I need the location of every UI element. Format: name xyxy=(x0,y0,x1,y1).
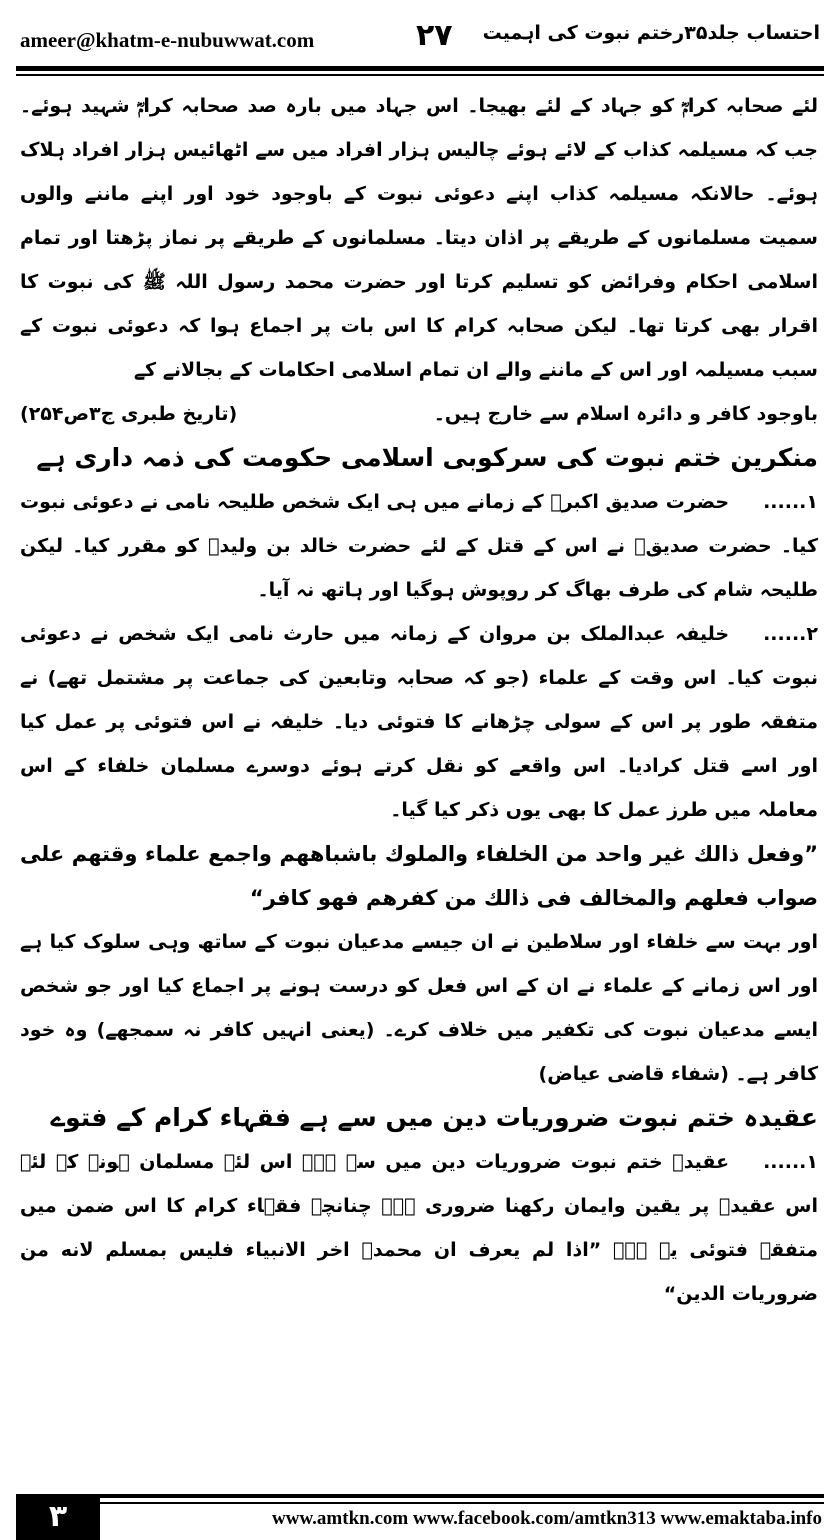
header-rule-thick xyxy=(16,66,824,71)
paragraph-musailama: لئے صحابہ کرامؓ کو جہاد کے لئے بھیجا۔ اس جہاد میں بارہ صد صحابہ کرامؓ شہید ہوئے۔ جب کہ مسیلمہ کذاب کے لائے ہوئے چالیس ہزار افراد میں سے اٹھائیس ہزار افراد ہلاک ہوئے۔ حالانکہ مسیلمہ کذاب اپنے دعوئی نبوت کے باوجود خود اور اپنے ماننے والوں سمیت مسلمانوں کے طریقے پر اذان دیتا۔ مسلمانوں کے طریقے پر نماز پڑھتا اور تمام اسلامی احکام وفرائض کو تسلیم کرتا اور حضرت محمد رسول اللہ ﷺ کی نبوت کا اقرار بھی کرتا تھا۔ لیکن صحابہ کرام کا اس بات پر اجماع ہوا کہ دعوئی نبوت کے سبب مسیلمہ اور اس کے ماننے والے ان تمام اسلامی احکامات کے بجالانے کے xyxy=(20,95,818,381)
arabic-quote: ”وفعل ذالك غير واحد من الخلفاء والملوك باشباههم واجمع علماء وقتهم على صواب فعلهم والمخالف فى ذالك من كفرهم فهو كافر“ xyxy=(20,842,818,910)
heading-sarkobi: منکرین ختم نبوت کی سرکوبی اسلامی حکومت کی ذمہ داری ہے xyxy=(36,443,818,472)
header-page-number: ۲۷ xyxy=(416,18,453,53)
heading-aqeeda: عقیدہ ختم نبوت ضروریات دین میں سے ہے فقہاء کرام کے فتوے xyxy=(50,1103,818,1132)
item-number: ۱...... xyxy=(763,1151,818,1173)
item-text: حضرت صدیق اکبرؓ کے زمانے میں ہی ایک شخص طلیحہ نامی نے دعوئی نبوت کیا۔ حضرت صدیقؓ نے اس کے قتل کے لئے حضرت خالد بن ولیدؓ کو مقرر کیا۔ لیکن طلیحہ شام کی طرف بھاگ کر روپوش ہوگیا اور ہاتھ نہ آیا۔ xyxy=(20,491,818,601)
item-text: خلیفہ عبدالملک بن مروان کے زمانہ میں حارث نامی ایک شخص نے دعوئی نبوت کیا۔ اس وقت کے علماء (جو کہ صحابہ وتابعین کی جماعت پر مشتمل تھے) نے متفقہ طور پر اس کے سولی چڑھانے کا فتوئی دیا۔ خلیفہ نے اس فتوئی پر عمل کیا اور اسے قتل کرادیا۔ اس واقعے کو نقل کرتے ہوئے دوسرے مسلمان خلفاء کے اس معاملہ میں طرز عمل کا بھی یوں ذکر کیا گیا۔ xyxy=(20,623,818,821)
paragraph-last-line xyxy=(20,392,818,436)
item-aqeeda xyxy=(20,1140,818,1316)
page-header xyxy=(16,18,824,58)
footer-links[interactable]: www.amtkn.com www.facebook.com/amtkn313 www.emaktaba.info xyxy=(272,1508,822,1529)
item-number: ۱...... xyxy=(763,491,818,513)
quote-translation: اور بہت سے خلفاء اور سلاطین نے ان جیسے مدعیان نبوت کے ساتھ وہی سلوک کیا ہے اور اس زمانے کے علماء نے ان کے اس فعل کو درست ہونے پر اجماع کیا اور جو شخص ایسے مدعیان نبوت کی تکفیر میں خلاف کرے۔ (یعنی انہیں کافر نہ سمجھے) وہ خود کافر ہے۔ (شفاء قاضی عیاض) xyxy=(20,931,818,1085)
header-rule-thin xyxy=(16,74,824,76)
item-talaiha xyxy=(20,480,818,612)
footer-page-number: ۳ xyxy=(16,1494,100,1540)
item-text: عقیدہ ختم نبوت ضروریات دین میں سے ہے۔ اس لئے مسلمان ہونے کے لئے اس عقیدہ پر یقین وایمان رکھنا ضروری ہے۔ چنانچہ فقہاء کرام کا اس ضمن میں متفقہ فتوئی یہ ہے۔ ”اذا لم يعرف ان محمدؐ اخر الانبياء فليس بمسلم لانه من ضروريات الدين“ xyxy=(20,1151,818,1305)
paragraph-last-text: باوجود کافر و دائرہ اسلام سے خارج ہیں۔ xyxy=(433,403,818,425)
item-number: ۲...... xyxy=(763,623,818,645)
item-harith xyxy=(20,612,818,832)
page-body xyxy=(20,84,818,1316)
header-email[interactable]: ameer@khatm-e-nubuwwat.com xyxy=(20,28,315,52)
footer-rule-thin xyxy=(100,1502,824,1504)
footer-rule-thick xyxy=(16,1494,824,1498)
header-book-title: احتساب جلد۳۵رختم نبوت کی اہمیت xyxy=(482,22,820,44)
citation-tabari: (تاریخ طبری ج۳ص۲۵۴) xyxy=(20,403,238,425)
